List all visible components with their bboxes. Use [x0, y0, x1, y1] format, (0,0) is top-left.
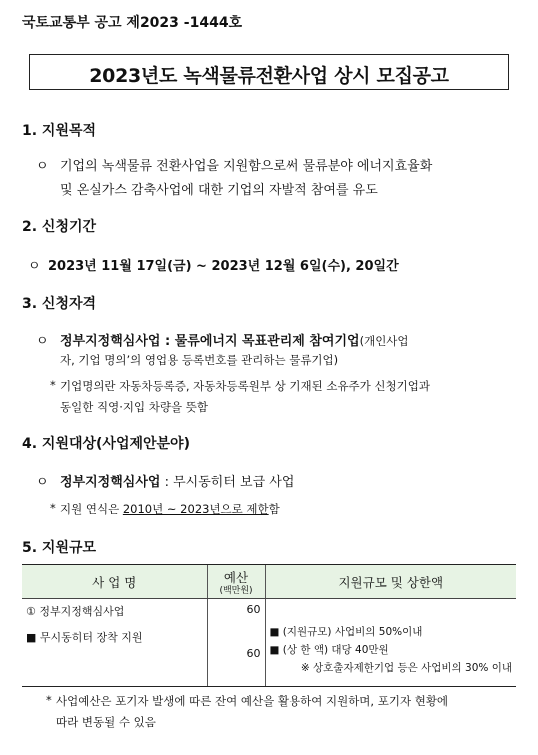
support-scale-table	[22, 564, 516, 687]
note-mark: *	[50, 378, 56, 392]
row1-name: ① 정부지정핵심사업	[26, 605, 125, 618]
bullet-icon: ㅇ	[36, 475, 49, 490]
bullet-icon: ㅇ	[36, 159, 49, 174]
section-heading-purpose: 1. 지원목적	[22, 123, 97, 139]
bullet-icon: ㅇ	[36, 334, 49, 349]
budget-unit: (백만원)	[219, 585, 253, 596]
target-note-underlined: 2010년 ~ 2023년으로 제한	[122, 502, 269, 516]
row2-scale	[265, 621, 516, 687]
eligibility-note-1: 기업명의란 자동차등록증, 자동차등록원부 상 기재된 소유주가 신청기업과	[60, 379, 430, 393]
eligibility-paren: (개인사업	[359, 334, 409, 348]
table-header-scale: 지원규모 및 상한액	[265, 565, 516, 599]
row2-name: ■ 무시동히터 장착 지원	[22, 621, 207, 687]
table-header-name: 사 업 명	[22, 565, 207, 599]
section-heading-period: 2. 신청기간	[22, 219, 97, 235]
scale-note-2: 따라 변동될 수 있음	[56, 715, 156, 729]
table-header-budget	[207, 565, 265, 599]
row1-budget: 60	[207, 599, 265, 621]
scale-line-3: ※ 상호출자제한기업 등은 사업비의 30% 이내	[300, 661, 512, 674]
scale-note-1: 사업예산은 포기자 발생에 따른 잔여 예산을 활용하여 지원하며, 포기자 현황에	[56, 694, 449, 708]
notice-number: 국토교통부 공고 제2023 -1444호	[22, 15, 243, 31]
eligibility-main: 정부지정핵심사업 : 물류에너지 목표관리제 참여기업	[60, 334, 360, 349]
eligibility-note-2: 동일한 직영·지입 차량을 뜻함	[60, 400, 208, 414]
target-main: 정부지정핵심사업	[60, 475, 161, 490]
section-heading-scale: 5. 지원규모	[22, 540, 97, 556]
row2-budget: 60	[207, 621, 265, 687]
target-note-pre: 지원 연식은	[60, 502, 123, 516]
purpose-line-1: 기업의 녹색물류 전환사업을 지원함으로써 물류분야 에너지효율화	[60, 159, 433, 174]
purpose-line-2: 및 온실가스 감축사업에 대한 기업의 자발적 참여를 유도	[60, 183, 378, 198]
row1-scale	[265, 599, 516, 621]
scale-line-1: ■ (지원규모) 사업비의 50%이내	[269, 625, 423, 638]
eligibility-line-2: 자, 기업 명의’의 영업용 등록번호를 관리하는 물류기업)	[60, 353, 339, 367]
target-rest: : 무시동히터 보급 사업	[164, 475, 295, 490]
note-mark: *	[46, 693, 52, 707]
section-heading-target: 4. 지원대상(사업제안분야)	[22, 436, 190, 452]
note-mark: *	[50, 501, 56, 515]
budget-label: 예산	[223, 569, 249, 585]
application-period: 2023년 11월 17일(금) ~ 2023년 12월 6일(수), 20일간	[48, 259, 399, 274]
title-box	[29, 54, 509, 90]
page-title: 2023년도 녹색물류전환사업 상시 모집공고	[89, 65, 449, 87]
section-heading-eligibility: 3. 신청자격	[22, 296, 97, 312]
scale-line-2: ■ (상 한 액) 대당 40만원	[269, 643, 389, 656]
bullet-icon: ㅇ	[28, 259, 41, 274]
target-note-post: 함	[268, 502, 280, 516]
